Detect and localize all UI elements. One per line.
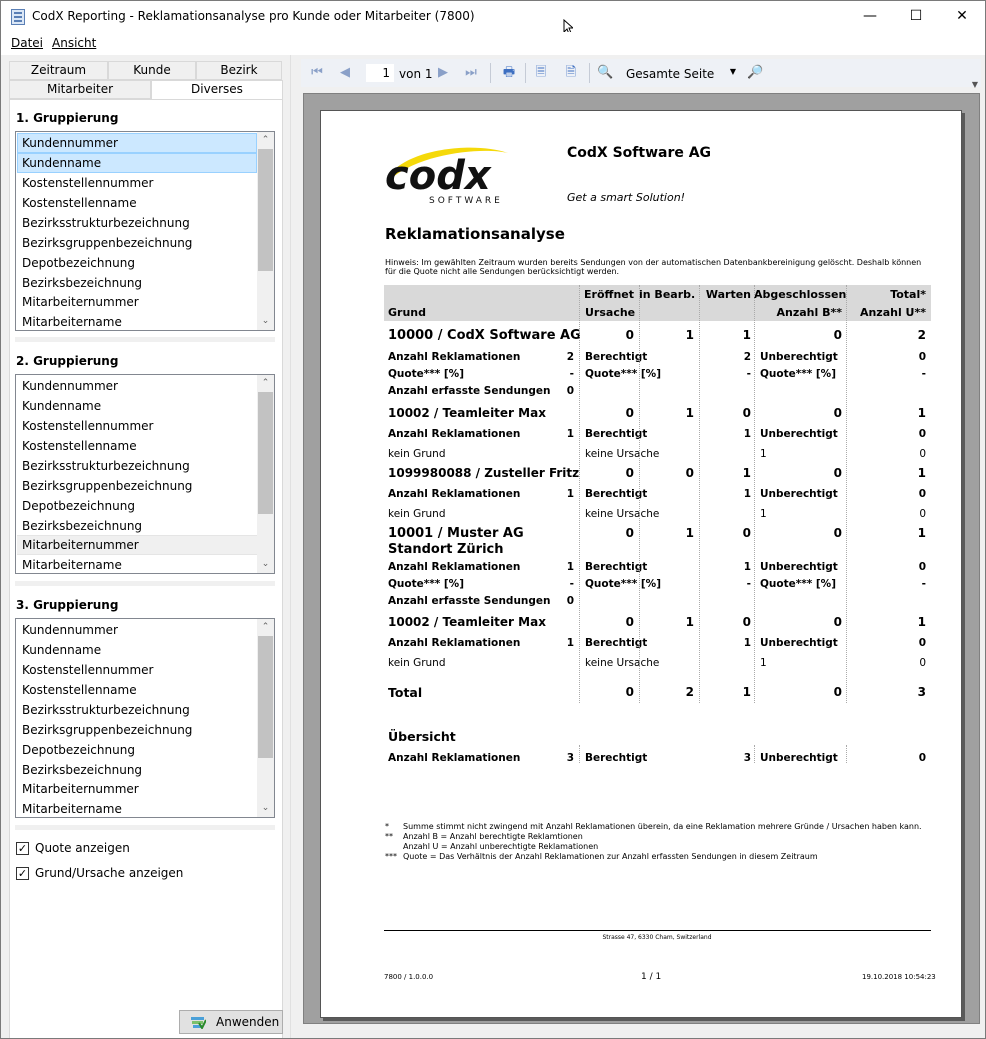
footnote-mark: * [385, 822, 389, 831]
detail-row-cell: Quote*** [%] [585, 368, 662, 380]
list-item[interactable]: Bezirksbezeichnung [22, 519, 143, 533]
column-separator [699, 285, 700, 703]
detail-row-cell: - [921, 578, 926, 590]
column-separator [846, 285, 847, 703]
detail-row-cell: Quote*** [%] [760, 578, 837, 590]
column-separator [846, 745, 847, 763]
list-item[interactable]: Bezirksbezeichnung [22, 276, 143, 290]
list-item[interactable]: Kundenname [22, 643, 102, 657]
checkbox-label: Grund/Ursache anzeigen [35, 866, 184, 880]
detail-row-cell: Anzahl Reklamationen [388, 637, 521, 649]
group-1-title: 1. Gruppierung [16, 111, 119, 125]
list-item[interactable]: Mitarbeiternummer [22, 782, 139, 796]
page-setup-icon[interactable]: 🗏 [535, 65, 547, 80]
report-canvas[interactable] [303, 93, 980, 1024]
group-2-title: 2. Gruppierung [16, 354, 119, 368]
header-grund: Grund [388, 306, 426, 319]
title-bar[interactable] [1, 1, 985, 32]
list-item[interactable]: Kundenname [17, 153, 257, 173]
zoom-out-icon[interactable]: 🔍 [597, 65, 614, 80]
group-2-scrollbar[interactable] [257, 375, 274, 573]
footer-divider [384, 930, 931, 931]
footer-datetime: 19.10.2018 10:54:23 [862, 973, 936, 981]
window-title: CodX Reporting - Reklamationsanalyse pro Kunde oder Mitarbeiter (7800) [32, 9, 475, 23]
scrollbar-thumb[interactable] [258, 636, 273, 758]
chevron-up-icon[interactable]: ⌃ [261, 378, 270, 388]
divider [15, 337, 275, 342]
chevron-down-icon[interactable]: ⌄ [261, 559, 270, 569]
footnote-text: Anzahl U = Anzahl unberechtigte Reklamationen [403, 842, 599, 851]
detail-row-cell: Berechtigt [585, 488, 648, 500]
footnote-row [385, 852, 945, 862]
list-item[interactable]: Mitarbeitername [22, 558, 122, 572]
group-row-value: 0 [833, 526, 842, 540]
toolbar-overflow-icon[interactable]: ▼ [971, 80, 978, 89]
detail-row-cell: Quote*** [%] [388, 368, 465, 380]
footnote-text: Anzahl B = Anzahl berechtigte Reklamtionen [403, 832, 583, 841]
chevron-up-icon[interactable]: ⌃ [261, 135, 270, 145]
detail-row-cell: 1 [566, 428, 574, 440]
export-icon[interactable]: 🗎 [565, 65, 577, 80]
report-table-header [384, 285, 931, 321]
footer-report-id: 7800 / 1.0.0.0 [384, 973, 434, 981]
overview-cell: 3 [566, 752, 574, 764]
list-item[interactable]: Kundennummer [22, 379, 118, 393]
detail-row-cell: keine Ursache [585, 448, 660, 460]
detail-row-cell: 1 [760, 657, 767, 669]
menu-bar [1, 32, 985, 55]
detail-row-cell: 0 [918, 428, 926, 440]
detail-row-cell: Unberechtigt [760, 351, 838, 363]
company-name: CodX Software AG [567, 145, 712, 161]
detail-row-cell: 0 [919, 508, 926, 520]
report-page [320, 110, 962, 1018]
detail-row-cell: 1 [760, 508, 767, 520]
dropdown-arrow-icon: ▼ [729, 67, 736, 76]
detail-row-cell: Quote*** [%] [388, 578, 465, 590]
detail-row-cell: 1 [743, 428, 751, 440]
group-row-value: 2 [917, 328, 926, 342]
group-1-scrollbar[interactable] [257, 132, 274, 330]
overview-title: Übersicht [388, 729, 456, 744]
list-item[interactable]: Bezirksgruppenbezeichnung [22, 723, 193, 737]
column-separator [639, 285, 640, 703]
detail-row-cell: kein Grund [388, 657, 446, 669]
detail-row-cell: keine Ursache [585, 508, 660, 520]
menu-file-label: Datei [11, 36, 44, 50]
detail-row-cell: 0 [918, 351, 926, 363]
zoom-select[interactable] [622, 63, 740, 83]
footnote-row [385, 842, 945, 852]
last-page-icon[interactable]: ⏭ [465, 65, 477, 80]
detail-row-cell: 1 [743, 561, 751, 573]
header-eroeffnet: Eröffnet [584, 288, 634, 301]
list-item[interactable]: Bezirksstrukturbezeichnung [22, 216, 190, 230]
footer-page-number: 1 / 1 [641, 972, 662, 982]
toolbar-separator [490, 63, 491, 83]
checkbox-label: Quote anzeigen [35, 841, 130, 855]
tab-label: Diverses [191, 82, 243, 96]
detail-row-cell: Anzahl Reklamationen [388, 428, 521, 440]
column-separator [579, 745, 580, 763]
detail-row-cell: Anzahl erfasste Sendungen [388, 595, 551, 607]
apply-filter-icon [190, 1016, 206, 1029]
tab-label: Bezirk [220, 63, 258, 77]
group-row-value: 0 [625, 328, 634, 342]
detail-row-cell: 0 [918, 637, 926, 649]
toolbar-separator [525, 63, 526, 83]
detail-row-cell: 1 [743, 637, 751, 649]
detail-row-cell: 0 [566, 385, 574, 397]
detail-row-cell: 0 [919, 448, 926, 460]
list-item[interactable]: Bezirksgruppenbezeichnung [22, 236, 193, 250]
list-item[interactable]: Mitarbeitername [22, 315, 122, 329]
list-item[interactable]: Bezirksstrukturbezeichnung [22, 459, 190, 473]
viewer-toolbar [301, 59, 981, 87]
header-abgeschlossen: Abgeschlossen [754, 288, 847, 301]
group-row-value: 0 [625, 406, 634, 420]
list-item[interactable]: Mitarbeitername [22, 802, 122, 816]
divider [15, 825, 275, 830]
zoom-in-icon[interactable]: 🔎 [747, 65, 764, 80]
next-page-icon[interactable]: ▶ [438, 65, 448, 80]
menu-view-label: Ansicht [52, 36, 97, 50]
group-row-value: 1 [917, 526, 926, 540]
group-row-value: 0 [742, 615, 751, 629]
tab-label: Zeitraum [30, 63, 87, 77]
detail-row-cell: Berechtigt [585, 561, 648, 573]
group-row-value: 0 [833, 615, 842, 629]
tab-label: Mitarbeiter [46, 82, 114, 96]
menu-file[interactable] [11, 36, 43, 50]
tab-page-diverses [9, 99, 283, 1039]
footer-address: Strasse 47, 6330 Cham, Switzerland [602, 934, 712, 941]
detail-row-cell: Berechtigt [585, 637, 648, 649]
list-item[interactable]: Kundennummer [17, 133, 257, 153]
detail-row-cell: Anzahl Reklamationen [388, 488, 521, 500]
footnote-text: Summe stimmt nicht zwingend mit Anzahl Reklamationen überein, da eine Reklamation mehrere Gründe / Ursachen haben kann. [403, 822, 922, 831]
footnote-row [385, 822, 945, 832]
list-item[interactable]: Kostenstellennummer [22, 663, 154, 677]
footnote-row [385, 832, 945, 842]
group-3-scrollbar[interactable] [257, 619, 274, 817]
group-row-value: 0 [742, 526, 751, 540]
print-icon[interactable]: 🖶 [502, 65, 516, 80]
group-row-value: 1 [917, 406, 926, 420]
overview-cell: 0 [918, 752, 926, 764]
detail-row-cell: 1 [743, 488, 751, 500]
group-row-value: 0 [625, 526, 634, 540]
overview-cell: Berechtigt [585, 752, 648, 764]
tab-diverses[interactable] [151, 80, 283, 100]
group-row-value: 1 [742, 466, 751, 480]
header-anzahl-b: Anzahl B** [776, 306, 842, 319]
detail-row-cell: Quote*** [%] [760, 368, 837, 380]
list-item[interactable]: Depotbezeichnung [22, 256, 135, 270]
previous-page-icon[interactable]: ◀ [340, 65, 350, 80]
group-row-value: 0 [625, 466, 634, 480]
group-row-value: 1 [685, 526, 694, 540]
detail-row-cell: 1 [566, 488, 574, 500]
chevron-down-icon[interactable]: ⌄ [261, 803, 270, 813]
checkmark-icon[interactable]: ✓ [17, 842, 28, 855]
group-row-value: 0 [685, 466, 694, 480]
list-item[interactable]: Bezirksgruppenbezeichnung [22, 479, 193, 493]
list-item[interactable]: Mitarbeiternummer [22, 295, 139, 309]
toolbar-separator [589, 63, 590, 83]
list-item[interactable]: Kostenstellennummer [22, 419, 154, 433]
total-label: Total [388, 685, 423, 700]
zoom-value: Gesamte Seite [626, 67, 715, 81]
scrollbar-thumb[interactable] [258, 149, 273, 271]
company-slogan: Get a smart Solution! [567, 191, 686, 204]
group-row-value: 1 [917, 466, 926, 480]
total-value: 3 [917, 685, 926, 699]
header-in-bearb: in Bearb. [639, 288, 696, 301]
tab-kunde[interactable] [108, 61, 196, 80]
detail-row-cell: - [921, 368, 926, 380]
report-hint: Hinweis: Im gewählten Zeitraum wurden bereits Sendungen von der automatischen Datenbankbereinigung gelöscht. Deshalb können für die Quote nicht alle Sendungen berücksichtigt werden. [385, 258, 922, 276]
group-row-value: 0 [742, 406, 751, 420]
detail-row-cell: Anzahl Reklamationen [388, 561, 521, 573]
codx-logo [383, 139, 543, 205]
close-button[interactable]: ✕ [956, 8, 968, 24]
group-3-title: 3. Gruppierung [16, 598, 119, 612]
group-row-label: 10000 / CodX Software AG [388, 328, 581, 343]
group-row-value: 0 [625, 615, 634, 629]
detail-row-cell: - [746, 368, 751, 380]
group-row-value: 0 [833, 466, 842, 480]
maximize-button[interactable]: ☐ [909, 8, 923, 24]
list-item[interactable]: Kundenname [22, 399, 102, 413]
group-row-value: 1 [917, 615, 926, 629]
detail-row-cell: Berechtigt [585, 428, 648, 440]
detail-row-cell: Unberechtigt [760, 428, 838, 440]
header-anzahl-u: Anzahl U** [859, 306, 926, 319]
page-number-input[interactable]: 1 [365, 63, 395, 83]
total-value: 1 [742, 685, 751, 699]
detail-row-cell: - [569, 368, 574, 380]
detail-row-cell: Berechtigt [585, 351, 648, 363]
group-row-value: 1 [685, 406, 694, 420]
group-row-label: 10002 / Teamleiter Max [388, 615, 546, 629]
group-3-listbox[interactable] [15, 618, 275, 818]
list-item[interactable]: Kostenstellenname [22, 683, 137, 697]
settings-panel [1, 55, 290, 1039]
column-separator [754, 745, 755, 763]
column-separator [579, 285, 580, 703]
footnote-mark: ** [385, 832, 393, 841]
group-row-value: 1 [742, 328, 751, 342]
group-1-listbox[interactable] [15, 131, 275, 331]
app-icon [11, 9, 25, 25]
chevron-down-icon[interactable]: ⌄ [261, 316, 270, 326]
group-row-label: 10002 / Teamleiter Max [388, 406, 546, 420]
group-row-label: 10001 / Muster AG Standort Zürich [388, 526, 524, 557]
group-row-value: 0 [833, 328, 842, 342]
detail-row-cell: 0 [918, 488, 926, 500]
footnote-mark: *** [385, 852, 397, 861]
detail-row-cell: Unberechtigt [760, 637, 838, 649]
detail-row-cell: Quote*** [%] [585, 578, 662, 590]
divider [15, 581, 275, 586]
tab-label: Kunde [133, 63, 171, 77]
report-viewer [297, 55, 985, 1039]
list-item[interactable]: Depotbezeichnung [22, 499, 135, 513]
detail-row-cell: 1 [566, 637, 574, 649]
list-item[interactable]: Kostenstellennummer [22, 176, 154, 190]
logo-subtext: SOFTWARE [429, 196, 503, 205]
total-value: 0 [625, 685, 634, 699]
detail-row-cell: 0 [919, 657, 926, 669]
detail-row-cell: - [569, 578, 574, 590]
chevron-up-icon[interactable]: ⌃ [261, 622, 270, 632]
detail-row-cell: - [746, 578, 751, 590]
detail-row-cell: Anzahl erfasste Sendungen [388, 385, 551, 397]
group-row-value: 1 [685, 328, 694, 342]
detail-row-cell: 0 [566, 595, 574, 607]
footnote-text: Quote = Das Verhältnis der Anzahl Reklamationen zur Anzahl erfassten Sendungen in diesem Zeitraum [403, 852, 818, 861]
tab-bezirk[interactable] [196, 61, 282, 80]
detail-row-cell: 1 [760, 448, 767, 460]
panel-splitter[interactable] [290, 55, 296, 1039]
total-value: 0 [833, 685, 842, 699]
apply-button[interactable] [179, 1010, 283, 1034]
list-item[interactable]: Mitarbeiternummer [17, 535, 257, 555]
list-item[interactable]: Kostenstellenname [22, 196, 137, 210]
overview-cell: 3 [743, 752, 751, 764]
group-row-value: 0 [833, 406, 842, 420]
tab-zeitraum[interactable] [9, 61, 108, 80]
minimize-button[interactable]: — [863, 8, 877, 24]
list-item[interactable]: Bezirksstrukturbezeichnung [22, 703, 190, 717]
list-item[interactable]: Bezirksbezeichnung [22, 763, 143, 777]
column-separator [754, 285, 755, 703]
tab-mitarbeiter[interactable] [9, 80, 151, 99]
first-page-icon[interactable]: ⏮ [311, 65, 323, 80]
overview-cell: Unberechtigt [760, 752, 838, 764]
report-title: Reklamationsanalyse [385, 225, 565, 243]
detail-row-cell: Anzahl Reklamationen [388, 351, 521, 363]
checkmark-icon[interactable]: ✓ [17, 867, 28, 880]
group-2-listbox[interactable] [15, 374, 275, 574]
apply-button-label: Anwenden [216, 1015, 280, 1029]
header-warten: Warten [705, 288, 751, 301]
detail-row-cell: keine Ursache [585, 657, 660, 669]
menu-view[interactable] [52, 36, 96, 50]
detail-row-cell: kein Grund [388, 508, 446, 520]
list-item[interactable]: Kundennummer [22, 623, 118, 637]
detail-row-cell: 2 [566, 351, 574, 363]
detail-row-cell: kein Grund [388, 448, 446, 460]
page-count-label: von 1 [399, 67, 433, 81]
logo-text: codx [385, 153, 491, 199]
detail-row-cell: Unberechtigt [760, 561, 838, 573]
list-item[interactable]: Depotbezeichnung [22, 743, 135, 757]
detail-row-cell: 2 [743, 351, 751, 363]
total-value: 2 [685, 685, 694, 699]
overview-cell: Anzahl Reklamationen [388, 752, 521, 764]
list-item[interactable]: Kostenstellenname [22, 439, 137, 453]
header-ursache: Ursache [585, 306, 636, 319]
detail-row-cell: 1 [566, 561, 574, 573]
group-row-value: 1 [685, 615, 694, 629]
report-footnotes [385, 822, 945, 862]
header-total: Total* [890, 288, 926, 301]
detail-row-cell: 0 [918, 561, 926, 573]
group-row-label: 1099980088 / Zusteller Fritz [388, 466, 580, 480]
scrollbar-thumb[interactable] [258, 392, 273, 514]
detail-row-cell: Unberechtigt [760, 488, 838, 500]
